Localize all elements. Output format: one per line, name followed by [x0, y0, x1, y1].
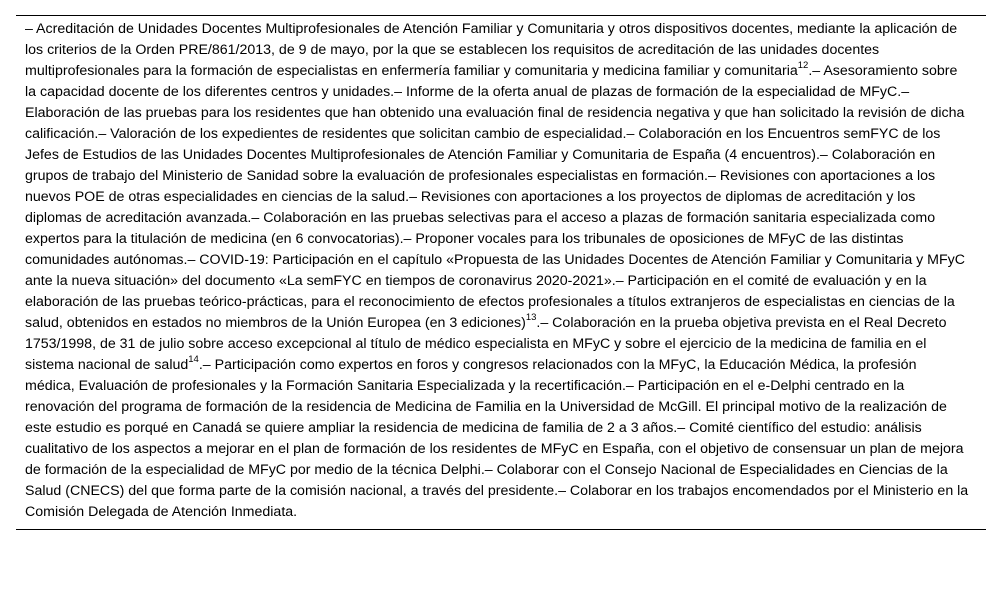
citation-ref-13[interactable]: 13: [525, 312, 537, 324]
text-segment-4: .– Participación como expertos en foros y congresos relacionados con la MFyC, la Educación Médica, la profesión médica, Evaluación de profesionales y la Formación Sanitaria Especializada y la recertificación.– Participación en el e-Delphi centrado en la renovación del programa de formación de la residencia de Medicina de Familia en la Universidad de McGill. El principal motivo de la realización de este estudio es porqué en Canadá se quiere ampliar la residencia de medicina de familia de 2 a 3 años.– Comité científico del estudio: análisis cualitativo de los aspectos a mejorar en el plan de formación de los residentes de MFyC en España, con el objetivo de consensuar un plan de mejora de formación de la especialidad de MFyC por medio de la técnica Delphi.– Colaborar con el Consejo Nacional de Especialidades en Ciencias de la Salud (CNECS) del que forma parte de la comisión nacional, a través del presidente.– Colaborar en los trabajos encomendados por el Ministerio en la Comisión Delegada de Atención Inmediata.: [25, 357, 969, 520]
text-segment-2: .– Asesoramiento sobre la capacidad docente de los diferentes centros y unidades.– Informe de la oferta anual de plazas de formación de la especialidad de MFyC.– Elaboración de las pruebas para los residentes que han obtenido una evaluación final de residencia negativa y que han solicitado la revisión de dicha calificación.– Valoración de los expedientes de residentes que solicitan cambio de especialidad.– Colaboración en los Encuentros semFYC de los Jefes de Estudios de las Unidades Docentes Multiprofesionales de Atención Familiar y Comunitaria de España (4 encuentros).– Colaboración en grupos de trabajo del Ministerio de Sanidad sobre la evaluación de profesionales especialistas en formación.– Revisiones con aportaciones a los nuevos POE de otras especialidades en ciencias de la salud.– Revisiones con aportaciones a los proyectos de diplomas de acreditación y los diplomas de acreditación avanzada.– Colaboración en las pruebas selectivas para el acceso a plazas de formación sanitaria especializada como expertos para la titulación de medicina (en 6 convocatorias).– Proponer vocales para los tribunales de oposiciones de MFyC de las distintas comunidades autónomas.– COVID-19: Participación en el capítulo «Propuesta de las Unidades Docentes de Atención Familiar y Comunitaria y MFyC ante la nueva situación» del documento «La semFYC en tiempos de coronavirus 2020-2021».– Participación en el comité de evaluación y en la elaboración de las pruebas teórico-prácticas, para el reconocimiento de efectos profesionales a títulos extranjeros de especialistas en ciencias de la salud, obtenidos en estados no miembros de la Unión Europea (en 3 ediciones): [25, 63, 966, 331]
activities-table: [16, 15, 986, 530]
citation-ref-12[interactable]: 12: [797, 60, 809, 72]
text-segment-3: .– Colaboración en la prueba objetiva prevista en el Real Decreto 1753/1998, de 31 de julio sobre acceso excepcional al título de médico especialista en MFyC y sobre el ejercicio de la medicina de familia en el sistema nacional de salud: [25, 315, 947, 373]
citation-ref-14[interactable]: 14: [188, 354, 199, 366]
activities-cell-text: [25, 19, 970, 523]
text-segment-1: – Acreditación de Unidades Docentes Multiprofesionales de Atención Familiar y Comunitaria y otros dispositivos docentes, mediante la aplicación de los criterios de la Orden PRE/861/2013, de 9 de mayo, por la que se establecen los requisitos de acreditación de las unidades docentes multiprofesionales para la formación de especialistas en enfermería familiar y comunitaria y medicina familiar y comunitaria: [25, 21, 958, 79]
